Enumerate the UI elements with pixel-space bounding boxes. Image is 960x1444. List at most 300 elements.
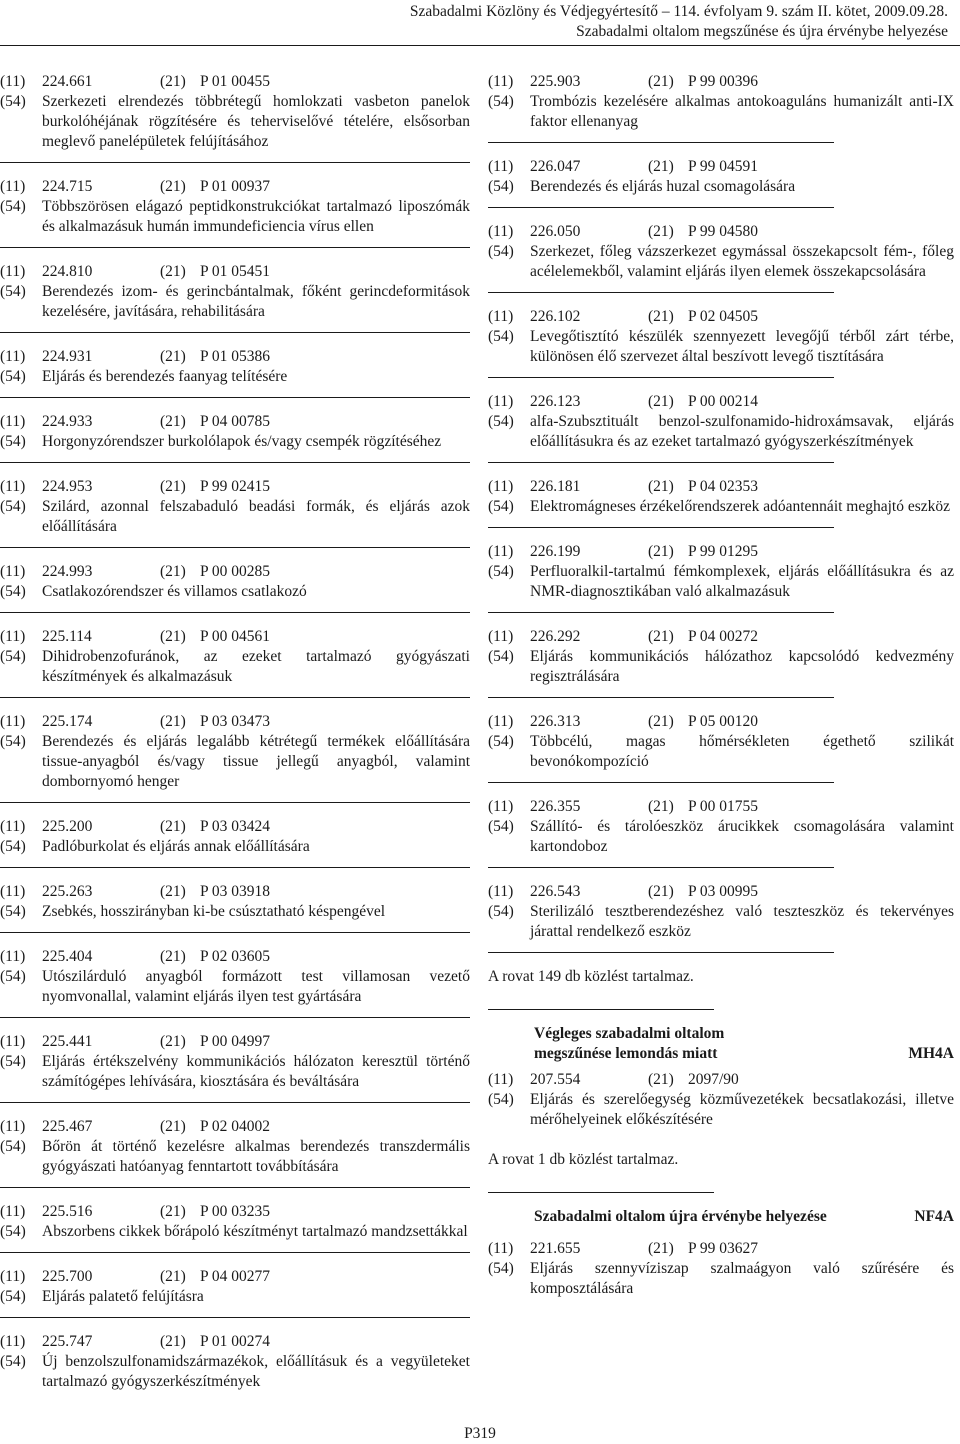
- code-54: (54): [0, 648, 26, 665]
- section-divider-nf4a: [488, 1192, 714, 1193]
- code-21: (21): [160, 263, 186, 280]
- entry-number-row: [0, 562, 470, 582]
- mh4a-entry: [488, 1070, 954, 1130]
- patent-entry: [0, 1117, 470, 1177]
- entry-divider: [488, 782, 834, 783]
- entry-number-row: [488, 392, 954, 412]
- patent-entry: [0, 177, 470, 237]
- entry-number-row: [0, 412, 470, 432]
- section-heading-line2: megszűnése lemondás miatt: [534, 1045, 718, 1062]
- code-54: (54): [488, 328, 514, 345]
- right-entry-list: [488, 72, 954, 953]
- application-number: 2097/90: [688, 1071, 739, 1088]
- entry-number-row: [488, 307, 954, 327]
- patent-title: Eljárás kommunikációs hálózathoz kapcsolódó kedvezmény regisztrálására: [530, 648, 954, 685]
- entry-number-row: [488, 1239, 954, 1259]
- entry-title-row: [0, 367, 470, 387]
- entry-title-row: [488, 92, 954, 132]
- patent-entry: [0, 562, 470, 602]
- code-11: (11): [0, 818, 26, 835]
- code-11: (11): [488, 158, 514, 175]
- application-number: P 00 04561: [200, 628, 271, 645]
- patent-title: Berendezés és eljárás legalább kétrétegű termékek előállítására tissue-anyagból és/vagy tissue jellegű anyagból, valamint dombornyomó henger: [42, 733, 470, 790]
- entry-number-row: [488, 157, 954, 177]
- patent-number: 221.655: [530, 1240, 581, 1257]
- patent-number: 225.200: [42, 818, 93, 835]
- patent-title: Szállító- és tárolóeszköz árucikkek csomagolására valamint kartondoboz: [530, 818, 954, 855]
- section-code: MH4A: [908, 1045, 954, 1062]
- code-21: (21): [160, 413, 186, 430]
- section-count-mh4a: A rovat 1 db közlést tartalmaz.: [488, 1151, 679, 1168]
- patent-entry: [488, 712, 954, 772]
- patent-number: 225.263: [42, 883, 93, 900]
- page-header: [0, 0, 960, 50]
- entry-title-row: [488, 732, 954, 772]
- entry-divider: [488, 697, 834, 698]
- patent-entry: [0, 1332, 470, 1392]
- patent-number: 225.441: [42, 1033, 93, 1050]
- patent-number: 225.903: [530, 73, 581, 90]
- patent-number: 226.050: [530, 223, 581, 240]
- application-number: P 02 04002: [200, 1118, 271, 1135]
- code-54: (54): [0, 903, 26, 920]
- code-21: (21): [648, 1240, 674, 1257]
- code-11: (11): [488, 798, 514, 815]
- code-21: (21): [160, 478, 186, 495]
- code-11: (11): [488, 1240, 514, 1257]
- entry-title-row: [0, 1222, 470, 1242]
- entry-divider: [0, 1102, 470, 1103]
- entry-title-row: [488, 902, 954, 942]
- entry-title-row: [488, 242, 954, 282]
- application-number: P 99 01295: [688, 543, 759, 560]
- entry-title-row: [0, 837, 470, 857]
- patent-title: Csatlakozórendszer és villamos csatlakozó: [42, 583, 307, 600]
- entry-number-row: [0, 712, 470, 732]
- entry-title-row: [0, 647, 470, 687]
- patent-title: Utószilárduló anyagból formázott test villamosan vezető nyomvonallal, valamint eljárás ilyen test gyártására: [42, 968, 470, 1005]
- entry-divider: [0, 332, 470, 333]
- code-11: (11): [0, 948, 26, 965]
- patent-entry: [488, 477, 954, 517]
- patent-title: Sterilizáló tesztberendezéshez való teszteszköz és tekervényes járattal rendelkező eszköz: [530, 903, 954, 940]
- entry-number-row: [0, 72, 470, 92]
- application-number: P 04 00277: [200, 1268, 271, 1285]
- entry-number-row: [0, 177, 470, 197]
- entry-divider: [488, 867, 834, 868]
- application-number: P 99 00396: [688, 73, 759, 90]
- code-54: (54): [0, 93, 26, 110]
- entry-divider: [0, 1017, 470, 1018]
- section-heading-mh4a: [534, 1024, 954, 1064]
- code-21: (21): [160, 1333, 186, 1350]
- code-11: (11): [0, 563, 26, 580]
- code-54: (54): [0, 1053, 26, 1070]
- patent-number: 224.953: [42, 478, 93, 495]
- code-21: (21): [648, 158, 674, 175]
- entry-divider: [0, 547, 470, 548]
- entry-number-row: [488, 797, 954, 817]
- code-21: (21): [648, 73, 674, 90]
- entry-number-row: [488, 222, 954, 242]
- entry-number-row: [488, 542, 954, 562]
- application-number: P 05 00120: [688, 713, 759, 730]
- header-divider: [0, 45, 960, 46]
- application-number: P 04 00272: [688, 628, 759, 645]
- patent-number: 226.313: [530, 713, 581, 730]
- nf4a-entry: [488, 1239, 954, 1299]
- entry-divider: [488, 142, 834, 143]
- code-11: (11): [0, 478, 26, 495]
- entry-title-row: [488, 1259, 954, 1299]
- code-54: (54): [488, 413, 514, 430]
- entry-divider: [488, 952, 834, 953]
- entry-divider: [0, 697, 470, 698]
- code-54: (54): [488, 1091, 514, 1108]
- entry-title-row: [488, 177, 954, 197]
- code-21: (21): [648, 713, 674, 730]
- code-11: (11): [0, 348, 26, 365]
- code-21: (21): [160, 628, 186, 645]
- code-54: (54): [0, 583, 26, 600]
- application-number: P 01 05386: [200, 348, 271, 365]
- patent-number: 224.715: [42, 178, 93, 195]
- entry-divider: [488, 377, 834, 378]
- entry-number-row: [0, 1332, 470, 1352]
- patent-title: Eljárás és berendezés faanyag telítésére: [42, 368, 288, 385]
- code-11: (11): [0, 1203, 26, 1220]
- code-54: (54): [488, 818, 514, 835]
- code-21: (21): [648, 798, 674, 815]
- entry-title-row: [0, 1287, 470, 1307]
- entry-number-row: [0, 477, 470, 497]
- entry-number-row: [0, 947, 470, 967]
- patent-number: 226.123: [530, 393, 581, 410]
- patent-title: Új benzolszulfonamidszármazékok, előállításuk és a vegyületeket tartalmazó gyógyszerkészítmények: [42, 1353, 470, 1390]
- patent-number: 225.404: [42, 948, 93, 965]
- entry-title-row: [0, 582, 470, 602]
- patent-title: Levegőtisztító készülék szennyezett levegőjű térből zárt térbe, különösen élő szervezet által beszívott levegő tisztítására: [530, 328, 954, 365]
- application-number: P 03 00995: [688, 883, 759, 900]
- patent-entry: [488, 542, 954, 602]
- entry-number-row: [0, 627, 470, 647]
- section-heading-line1: Végleges szabadalmi oltalom: [534, 1025, 725, 1042]
- patent-entry: [0, 477, 470, 537]
- section-heading-title: [534, 1024, 834, 1064]
- code-54: (54): [0, 1288, 26, 1305]
- patent-number: 207.554: [530, 1071, 581, 1088]
- code-11: (11): [0, 1118, 26, 1135]
- patent-number: 225.516: [42, 1203, 93, 1220]
- entry-title-row: [488, 412, 954, 452]
- code-21: (21): [648, 478, 674, 495]
- code-11: (11): [488, 308, 514, 325]
- patent-entry: [0, 947, 470, 1007]
- code-21: (21): [160, 348, 186, 365]
- patent-number: 226.292: [530, 628, 581, 645]
- section-heading-nf4a: [534, 1207, 954, 1227]
- entry-divider: [0, 932, 470, 933]
- application-number: P 01 00455: [200, 73, 271, 90]
- code-11: (11): [0, 1268, 26, 1285]
- application-number: P 00 00214: [688, 393, 759, 410]
- entry-title-row: [0, 1137, 470, 1177]
- patent-number: 224.931: [42, 348, 93, 365]
- patent-title: Berendezés izom- és gerincbántalmak, főként gerincdeformitások kezelésére, javítására, rehabilitására: [42, 283, 470, 320]
- application-number: P 03 03424: [200, 818, 271, 835]
- application-number: P 99 04580: [688, 223, 759, 240]
- section-count: A rovat 149 db közlést tartalmaz.: [488, 968, 694, 985]
- code-54: (54): [488, 93, 514, 110]
- patent-entry: [0, 1032, 470, 1092]
- entry-title-row: [488, 562, 954, 602]
- patent-entry: [0, 347, 470, 387]
- code-54: (54): [488, 498, 514, 515]
- patent-title: Abszorbens cikkek bőrápoló készítményt tartalmazó mandzsettákkal: [42, 1223, 468, 1240]
- code-21: (21): [160, 1033, 186, 1050]
- entry-divider: [0, 867, 470, 868]
- code-21: (21): [160, 948, 186, 965]
- code-21: (21): [160, 1203, 186, 1220]
- code-54: (54): [488, 563, 514, 580]
- code-54: (54): [0, 498, 26, 515]
- entry-title-row: [0, 967, 470, 1007]
- entry-divider: [488, 462, 834, 463]
- patent-title: Többcélú, magas hőmérsékleten égethető szilikát bevonókompozíció: [530, 733, 954, 770]
- patent-entry: [488, 157, 954, 197]
- entry-divider: [488, 612, 834, 613]
- application-number: P 99 03627: [688, 1240, 759, 1257]
- application-number: P 01 00274: [200, 1333, 271, 1350]
- patent-entry: [0, 72, 470, 152]
- entry-title-row: [488, 1090, 954, 1130]
- patent-number: 226.102: [530, 308, 581, 325]
- patent-number: 225.114: [42, 628, 92, 645]
- code-21: (21): [648, 393, 674, 410]
- entry-divider: [0, 1252, 470, 1253]
- code-21: (21): [160, 1268, 186, 1285]
- patent-entry: [0, 627, 470, 687]
- patent-title: Szilárd, azonnal felszabaduló beadási formák, és eljárás azok előállítására: [42, 498, 470, 535]
- patent-number: 225.700: [42, 1268, 93, 1285]
- code-11: (11): [0, 413, 26, 430]
- entry-number-row: [0, 882, 470, 902]
- patent-entry: [488, 222, 954, 282]
- code-11: (11): [488, 393, 514, 410]
- entry-number-row: [0, 1267, 470, 1287]
- entry-number-row: [0, 347, 470, 367]
- patent-title: Zsebkés, hosszirányban ki-be csúsztatható késpengével: [42, 903, 386, 920]
- entry-number-row: [488, 477, 954, 497]
- code-11: (11): [0, 628, 26, 645]
- code-54: (54): [0, 1223, 26, 1240]
- patent-number: 226.047: [530, 158, 581, 175]
- patent-number: 225.174: [42, 713, 93, 730]
- application-number: P 01 00937: [200, 178, 271, 195]
- entry-title-row: [488, 817, 954, 857]
- application-number: P 04 00785: [200, 413, 271, 430]
- entry-divider: [0, 1187, 470, 1188]
- code-21: (21): [648, 883, 674, 900]
- patent-number: 224.661: [42, 73, 93, 90]
- entry-divider: [488, 292, 834, 293]
- entry-number-row: [0, 1032, 470, 1052]
- entry-divider: [0, 247, 470, 248]
- patent-number: 226.355: [530, 798, 581, 815]
- patent-title: Többszörösen elágazó peptidkonstrukciókat tartalmazó liposzómák és alkalmazásuk humán immundeficiencia vírus ellen: [42, 198, 470, 235]
- patent-entry: [0, 712, 470, 792]
- entry-title-row: [0, 732, 470, 792]
- patent-title: Eljárás és szerelőegység közművezetékek becsatlakozási, illetve mérőhelyeinek előkészítésére: [530, 1091, 954, 1128]
- page-number: P319: [464, 1425, 496, 1442]
- entry-number-row: [488, 1070, 954, 1090]
- patent-entry: [488, 72, 954, 132]
- patent-title: Eljárás palatető felújításra: [42, 1288, 204, 1305]
- patent-title: Trombózis kezelésére alkalmas antokoaguláns humanizált anti-IX faktor ellenanyag: [530, 93, 954, 130]
- entry-divider: [0, 802, 470, 803]
- patent-title: alfa-Szubsztituált benzol-szulfonamido-hidroxámsavak, eljárás előállításukra és az ezeket tartalmazó gyógyszerkészítmények: [530, 413, 954, 450]
- code-11: (11): [0, 713, 26, 730]
- entry-divider: [0, 162, 470, 163]
- code-11: (11): [488, 628, 514, 645]
- code-21: (21): [648, 1071, 674, 1088]
- entry-number-row: [0, 817, 470, 837]
- entry-number-row: [488, 627, 954, 647]
- entry-title-row: [488, 497, 954, 517]
- section-title: Szabadalmi oltalom megszűnése és újra érvénybe helyezése: [576, 23, 948, 40]
- code-54: (54): [488, 648, 514, 665]
- patent-entry: [0, 1267, 470, 1307]
- patent-number: 226.199: [530, 543, 581, 560]
- patent-entry: [488, 1070, 954, 1130]
- code-54: (54): [488, 903, 514, 920]
- entry-title-row: [0, 902, 470, 922]
- entry-number-row: [488, 712, 954, 732]
- patent-title: Horgonyzórendszer burkolólapok és/vagy csempék rögzítéséhez: [42, 433, 442, 450]
- code-11: (11): [0, 883, 26, 900]
- patent-title: Szerkezeti elrendezés többrétegű homlokzati vasbeton panelok burkolóhéjának rögzítésére és teherviselővé tételére, elsősorban meglevő panelépületek felújításához: [42, 93, 470, 150]
- patent-number: 225.747: [42, 1333, 93, 1350]
- patent-title: Szerkezet, főleg vázszerkezet egymással összekapcsolt fém-, főleg acélelemekből, valamint eljárás ilyen elemek összekapcsolására: [530, 243, 954, 280]
- entry-title-row: [0, 497, 470, 537]
- code-54: (54): [0, 283, 26, 300]
- code-11: (11): [0, 1033, 26, 1050]
- entry-divider: [0, 1317, 470, 1318]
- entry-title-row: [0, 1052, 470, 1092]
- entry-title-row: [488, 327, 954, 367]
- patent-entry: [0, 882, 470, 922]
- patent-entry: [488, 627, 954, 687]
- code-11: (11): [488, 1071, 514, 1088]
- section-code: NF4A: [914, 1208, 954, 1225]
- patent-entry: [0, 1202, 470, 1242]
- code-21: (21): [160, 73, 186, 90]
- entry-title-row: [0, 197, 470, 237]
- entry-number-row: [488, 882, 954, 902]
- code-21: (21): [648, 223, 674, 240]
- application-number: P 00 04997: [200, 1033, 271, 1050]
- patent-entry: [488, 797, 954, 857]
- code-11: (11): [0, 1333, 26, 1350]
- code-54: (54): [0, 733, 26, 750]
- application-number: P 99 04591: [688, 158, 759, 175]
- code-54: (54): [0, 1353, 26, 1370]
- entry-divider: [488, 527, 834, 528]
- entry-number-row: [0, 262, 470, 282]
- code-21: (21): [160, 883, 186, 900]
- entry-title-row: [0, 92, 470, 152]
- code-21: (21): [160, 563, 186, 580]
- patent-entry: [488, 1239, 954, 1299]
- code-21: (21): [160, 713, 186, 730]
- code-54: (54): [0, 968, 26, 985]
- patent-title: Eljárás szennyvíziszap szalmaágyon való szűrésére és komposztálására: [530, 1260, 954, 1297]
- patent-entry: [488, 882, 954, 942]
- code-11: (11): [488, 223, 514, 240]
- application-number: P 03 03473: [200, 713, 271, 730]
- entry-number-row: [0, 1117, 470, 1137]
- patent-title: Bőrön át történő kezelésre alkalmas berendezés transzdermális gyógyászati hatóanyag fenntartott továbbítására: [42, 1138, 470, 1175]
- patent-title: Perfluoralkil-tartalmú fémkomplexek, eljárás előállításukra és az NMR-diagnosztikában való alkalmazásuk: [530, 563, 954, 600]
- application-number: P 00 01755: [688, 798, 759, 815]
- code-54: (54): [0, 838, 26, 855]
- entry-divider: [0, 612, 470, 613]
- entry-title-row: [0, 432, 470, 452]
- patent-title: Dihidrobenzofuránok, az ezeket tartalmazó gyógyászati készítmények és alkalmazásuk: [42, 648, 470, 685]
- code-21: (21): [648, 543, 674, 560]
- patent-number: 224.993: [42, 563, 93, 580]
- application-number: P 02 03605: [200, 948, 271, 965]
- patent-number: 226.181: [530, 478, 581, 495]
- left-column: [0, 72, 470, 1412]
- code-11: (11): [488, 543, 514, 560]
- code-11: (11): [488, 713, 514, 730]
- patent-number: 224.810: [42, 263, 93, 280]
- patent-number: 225.467: [42, 1118, 93, 1135]
- entry-divider: [488, 207, 834, 208]
- entry-divider: [0, 397, 470, 398]
- code-11: (11): [0, 73, 26, 90]
- code-54: (54): [0, 1138, 26, 1155]
- patent-entry: [488, 307, 954, 367]
- application-number: P 02 04505: [688, 308, 759, 325]
- application-number: P 01 05451: [200, 263, 271, 280]
- code-21: (21): [160, 178, 186, 195]
- entry-title-row: [0, 282, 470, 322]
- code-11: (11): [488, 883, 514, 900]
- patent-title: Eljárás értékszelvény kommunikációs hálózaton keresztül történő számítógépes lehívására, kiosztására és beváltására: [42, 1053, 470, 1090]
- patent-number: 226.543: [530, 883, 581, 900]
- application-number: P 04 02353: [688, 478, 759, 495]
- entry-divider: [0, 462, 470, 463]
- patent-entry: [0, 412, 470, 452]
- code-21: (21): [160, 818, 186, 835]
- application-number: P 00 03235: [200, 1203, 271, 1220]
- entry-number-row: [0, 1202, 470, 1222]
- patent-entry: [0, 262, 470, 322]
- code-11: (11): [488, 73, 514, 90]
- code-54: (54): [488, 178, 514, 195]
- entry-title-row: [488, 647, 954, 687]
- patent-title: Padlóburkolat és eljárás annak előállítására: [42, 838, 310, 855]
- patent-title: Berendezés és eljárás huzal csomagolására: [530, 178, 796, 195]
- application-number: P 03 03918: [200, 883, 271, 900]
- code-11: (11): [0, 263, 26, 280]
- code-11: (11): [0, 178, 26, 195]
- section-heading-title: Szabadalmi oltalom újra érvénybe helyezése: [534, 1208, 827, 1225]
- code-21: (21): [648, 308, 674, 325]
- application-number: P 00 00285: [200, 563, 271, 580]
